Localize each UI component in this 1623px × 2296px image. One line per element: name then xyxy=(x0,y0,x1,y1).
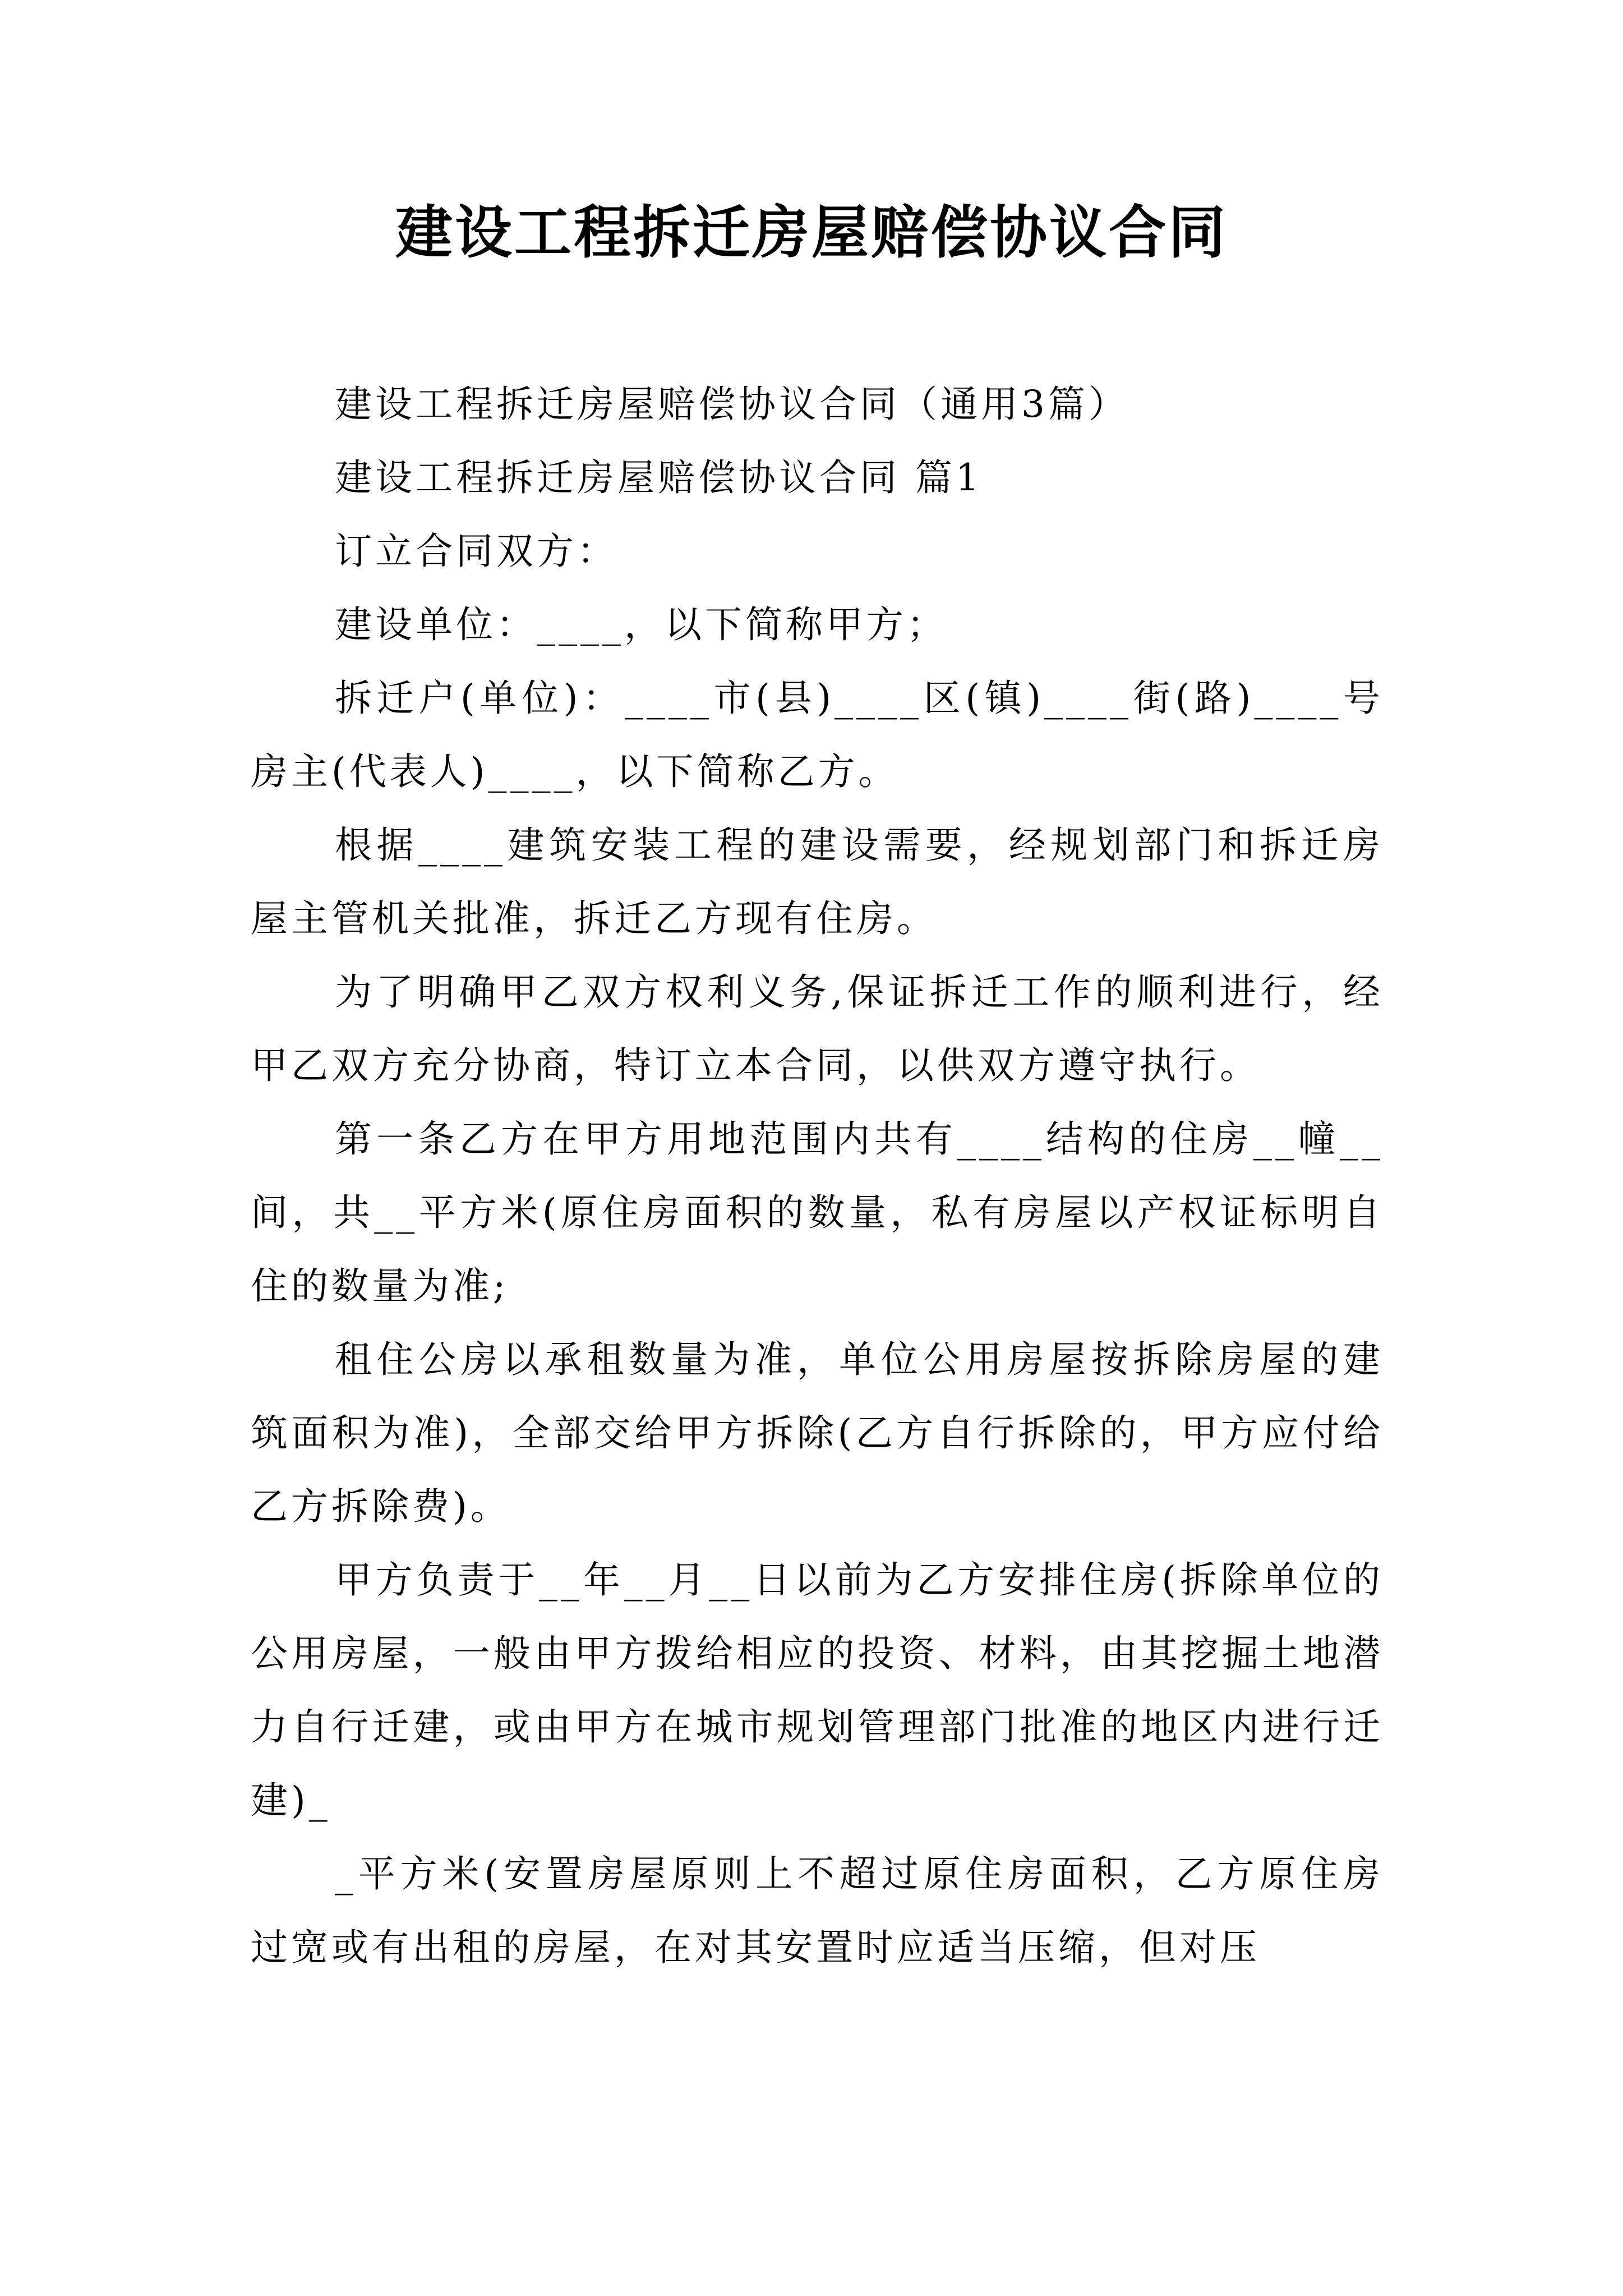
paragraph-subtitle: 建设工程拆迁房屋赔偿协议合同（通用3篇） xyxy=(335,383,1129,426)
paragraph-purpose: 为了明确甲乙双方权利义务,保证拆迁工作的顺利进行，经甲乙双方充分协商，特订立本合同，以供双方遵守执行。 xyxy=(251,970,1384,1087)
paragraph-party-b: 拆迁户(单位)：____市(县)____区(镇)____街(路)____号房主(代表人)____，以下简称乙方。 xyxy=(251,677,1384,793)
paragraph-resettlement: 甲方负责于__年__月__日以前为乙方安排住房(拆除单位的公用房屋，一般由甲方拨给相应的投资、材料，由其挖掘土地潜力自行迁建，或由甲方在城市规划管理部门批准的地区内进行迁建)_ xyxy=(251,1558,1384,1822)
paragraph-parties-intro: 订立合同双方： xyxy=(335,530,617,573)
paragraph-article-1: 第一条乙方在甲方用地范围内共有____结构的住房__幢__间，共__平方米(原住房面积的数量，私有房屋以产权证标明自住的数量为准; xyxy=(251,1117,1384,1308)
document-title: 建设工程拆迁房屋赔偿协议合同 xyxy=(395,199,1228,266)
paragraph-area: _平方米(安置房屋原则上不超过原住房面积，乙方原住房过宽或有出租的房屋，在对其安置时应适当压缩，但对压 xyxy=(251,1852,1384,1969)
document-body xyxy=(251,367,1384,1984)
paragraph-party-a: 建设单位：____，以下简称甲方； xyxy=(335,603,947,646)
paragraph-public-housing: 租住公房以承租数量为准，单位公用房屋按拆除房屋的建筑面积为准)，全部交给甲方拆除(乙方自行拆除的，甲方应付给乙方拆除费)。 xyxy=(251,1338,1384,1528)
paragraph-basis: 根据____建筑安装工程的建设需要，经规划部门和拆迁房屋主管机关批准，拆迁乙方现有住房。 xyxy=(251,823,1384,940)
paragraph-part-heading: 建设工程拆迁房屋赔偿协议合同 篇1 xyxy=(335,456,983,499)
